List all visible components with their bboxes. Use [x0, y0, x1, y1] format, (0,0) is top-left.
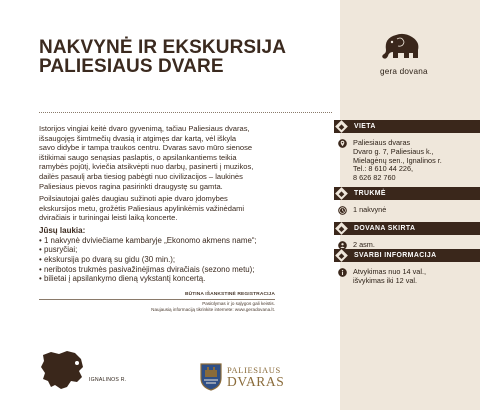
brand-name: gera dovana [380, 67, 428, 76]
manor-name-line-1: PALIESIAUS [227, 365, 281, 375]
location-pin-icon [338, 139, 347, 148]
info-line: Atvykimas nuo 14 val., [353, 267, 427, 276]
section-title: VIETA [354, 123, 376, 130]
section-header [334, 249, 480, 262]
elephant-logo-icon [380, 30, 424, 62]
region-label: IGNALINOS R. [89, 377, 127, 383]
intro-line: dailės pasaulį arba tiesiog pabėgti nuo civilizacijos – laukinės [39, 171, 243, 181]
intro-paragraph [39, 124, 335, 191]
intro-line: ramybės pojūtį, kviečia atsikvėpti nuo darbų, pasinerti į muzikos, [39, 162, 254, 172]
section-important-info [334, 249, 480, 286]
list-item: • pusryčiai; [39, 245, 335, 255]
intro-line: ištikimai saugo senąsias paslaptis, o apsilankantiems teikia [39, 152, 237, 162]
page-title [39, 38, 329, 76]
lithuania-map-icon [39, 349, 85, 391]
second-paragraph [39, 194, 335, 223]
intro-line: išsaugojęs šimtmečių dvasią ir atgimęs dar kartą, vėl iškyla [39, 133, 237, 143]
list-item: • bilietai į apsilankymo dieną vykstantį koncertą. [39, 274, 335, 284]
dotted-divider [39, 112, 332, 113]
description [39, 124, 335, 284]
section-title: TRUKMĖ [354, 190, 386, 197]
section-title: SVARBI INFORMACIJA [354, 252, 437, 259]
diamond-bullet-icon [335, 222, 348, 235]
info-icon [338, 268, 347, 277]
registration-line-1: Pasiūlymas ir jo sąlygos gali keistis. [39, 299, 275, 307]
location-line: Mielagėnų sen., Ignalinos r. [353, 155, 442, 165]
section-content [334, 206, 480, 215]
section-duration [334, 187, 480, 215]
info-line: išvykimas iki 12 val. [353, 275, 418, 285]
list-item: • 1 nakvynė dviviečiame kambaryje „Ekonomo akmens name“; [39, 236, 335, 246]
list-item: • neribotos trukmės pasivažinėjimas dviračiais (sezono metu); [39, 265, 335, 275]
second-line: ekskursijos metu, grožėtis Paliesiaus apylinkėmis važinėdami [39, 203, 245, 213]
list-item: • ekskursija po dvarą su gidu (30 min.); [39, 255, 335, 265]
diamond-bullet-icon [335, 187, 348, 200]
registration-title: BŪTINA IŠANKSTINĖ REGISTRACIJA [184, 292, 275, 297]
persons-value: 2 asm. [353, 240, 375, 249]
location-line: Dvaro g. 7, Paliesiaus k., [353, 146, 434, 156]
intro-line: Paliesiaus pievos ragina pasirinkti draugystę su gamta. [39, 181, 223, 191]
section-header [334, 222, 480, 235]
location-line: 8 626 82 760 [353, 173, 396, 183]
benefits-list [39, 236, 335, 285]
page-title-line-2: PALIESIAUS DVARE [39, 56, 224, 77]
registration-note [39, 292, 275, 313]
section-header [334, 120, 480, 133]
page-title-line-1: NAKVYNĖ IR EKSKURSIJA [39, 37, 287, 58]
duration-value: 1 nakvynė [353, 205, 387, 214]
second-line: Poilsiautojai galės daugiau sužinoti apie dvaro įdomybes [39, 194, 228, 204]
manor-logo [199, 362, 295, 392]
location-line: Paliesiaus dvaras [353, 138, 411, 147]
second-line: dviračiais ir turiningai leisti laiką koncerte. [39, 213, 178, 223]
manor-name-line-2: DVARAS [227, 374, 285, 389]
intro-line: savo didybe ir tampa traukos centru. Dvaras savo mūro sienose [39, 143, 253, 153]
section-content [334, 139, 480, 183]
diamond-bullet-icon [335, 120, 348, 133]
section-location [334, 120, 480, 183]
manor-crest-icon [199, 362, 223, 391]
section-gift-for [334, 222, 480, 250]
location-line: Tel.: 8 610 44 226, [353, 164, 414, 174]
clock-icon [338, 206, 347, 215]
diamond-bullet-icon [335, 249, 348, 262]
intro-line: Istorijos vingiai keitė dvaro gyvenimą, tačiau Paliesiaus dvaras, [39, 124, 250, 133]
registration-line-2: Naujausią informaciją tikrinkite internete: www.geradovana.lt. [151, 307, 275, 312]
section-header [334, 187, 480, 200]
section-title: DOVANA SKIRTA [354, 225, 416, 232]
benefits-title: Jūsų laukia: [39, 225, 86, 235]
section-content [334, 268, 480, 286]
